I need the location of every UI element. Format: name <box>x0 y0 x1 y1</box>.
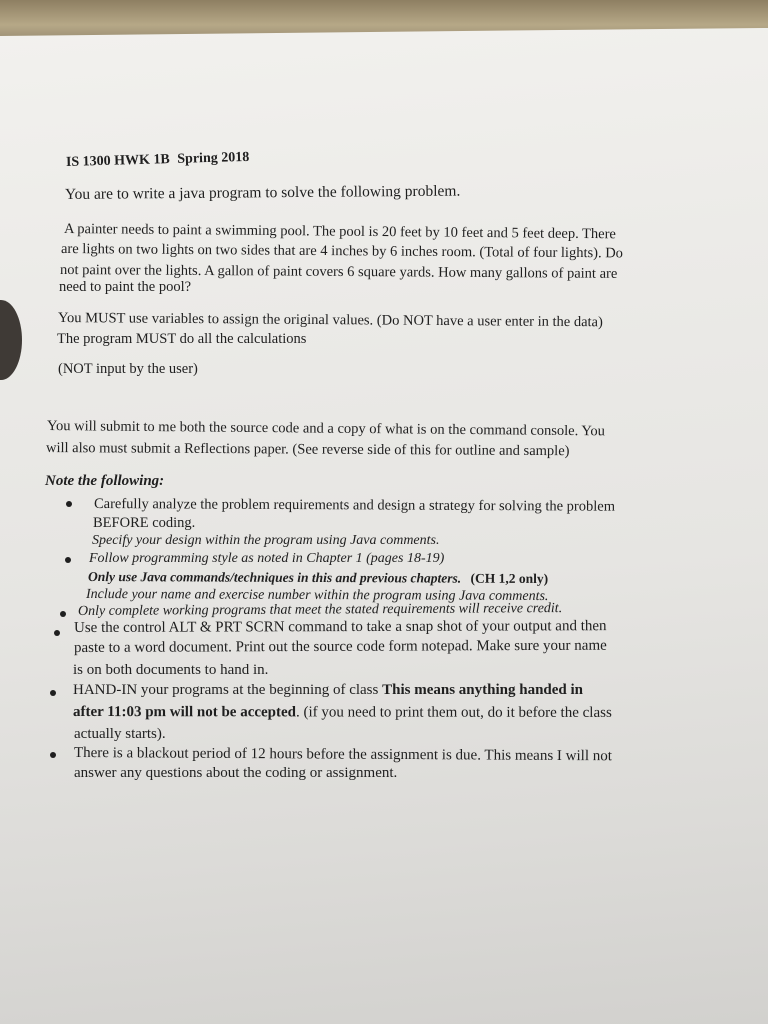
assignment-header <box>66 149 250 172</box>
note-3: Only complete working programs that meet the stated requirements will receive credit. <box>77 601 563 619</box>
requirement-line-1: You MUST use variables to assign the original values. (Do NOT have a user enter in the data) <box>57 310 603 331</box>
note-2-line-3: Include your name and exercise number within the program using Java comments. <box>85 587 549 605</box>
intro-line: You are to write a java program to solve the following problem. <box>64 182 461 203</box>
note-4-line-1: Use the control ALT & PRT SCRN command to take a snap shot of your output and then <box>73 618 607 636</box>
bullet-marker <box>54 630 60 636</box>
note-5-line-1-text: HAND-IN your programs at the beginning of class <box>73 682 383 698</box>
bullet-marker <box>60 611 66 617</box>
problem-line-4: need to paint the pool? <box>59 279 192 295</box>
submit-line-2: will also must submit a Reflections paper. (See reverse side of this for outline and sample) <box>45 440 570 460</box>
note-5-line-2 <box>73 703 612 722</box>
note-4-line-3: is on both documents to hand in. <box>73 662 269 678</box>
requirement-line-2: The program MUST do all the calculations <box>57 331 307 347</box>
note-5-line-3: actually starts). <box>74 726 166 742</box>
course-code: IS 1300 HWK 1B <box>65 152 171 170</box>
note-6-line-1: There is a blackout period of 12 hours before the assignment is due. This means I will not <box>73 745 612 765</box>
note-5-line-2-tail: . (if you need to print them out, do it before the class <box>296 704 612 721</box>
note-4-line-2: paste to a word document. Print out the source code form notepad. Make sure your name <box>73 637 607 656</box>
problem-line-3: not paint over the lights. A gallon of paint covers 6 square yards. How many gallons of paint are <box>59 262 618 282</box>
note-5-line-1-bold: This means anything handed in <box>382 682 584 698</box>
note-2-line-2-bold: Only use Java commands/techniques in this and previous chapters. <box>87 569 462 586</box>
term: Spring 2018 <box>177 149 250 167</box>
note-2-line-1: Follow programming style as noted in Chapter 1 (pages 18-19) <box>89 551 445 566</box>
problem-line-1: A painter needs to paint a swimming pool. The pool is 20 feet by 10 feet and 5 feet deep. There <box>63 221 616 243</box>
note-5-line-2-bold: after 11:03 pm will not be accepted <box>72 704 297 721</box>
requirement-line-3: (NOT input by the user) <box>58 361 198 377</box>
note-1-line-1: Carefully analyze the problem requirements and design a strategy for solving the problem <box>93 496 616 515</box>
note-2-line-2-tail: (CH 1,2 only) <box>470 570 549 587</box>
note-2-line-2 <box>88 568 548 588</box>
problem-line-2: are lights on two lights on two sides that are 4 inches by 6 inches room. (Total of four lights). Do <box>60 241 624 262</box>
bullet-marker <box>66 501 72 507</box>
note-1-line-2: BEFORE coding. <box>93 515 196 531</box>
bullet-marker <box>65 557 71 563</box>
notes-heading: Note the following: <box>45 473 165 489</box>
bullet-marker <box>50 752 56 758</box>
note-6-line-2: answer any questions about the coding or assignment. <box>74 765 398 781</box>
note-5-line-1 <box>73 681 583 699</box>
note-1-line-3: Specify your design within the program using Java comments. <box>92 533 440 548</box>
bullet-marker <box>50 690 56 696</box>
submit-line-1: You will submit to me both the source code and a copy of what is on the command console. You <box>46 418 605 440</box>
